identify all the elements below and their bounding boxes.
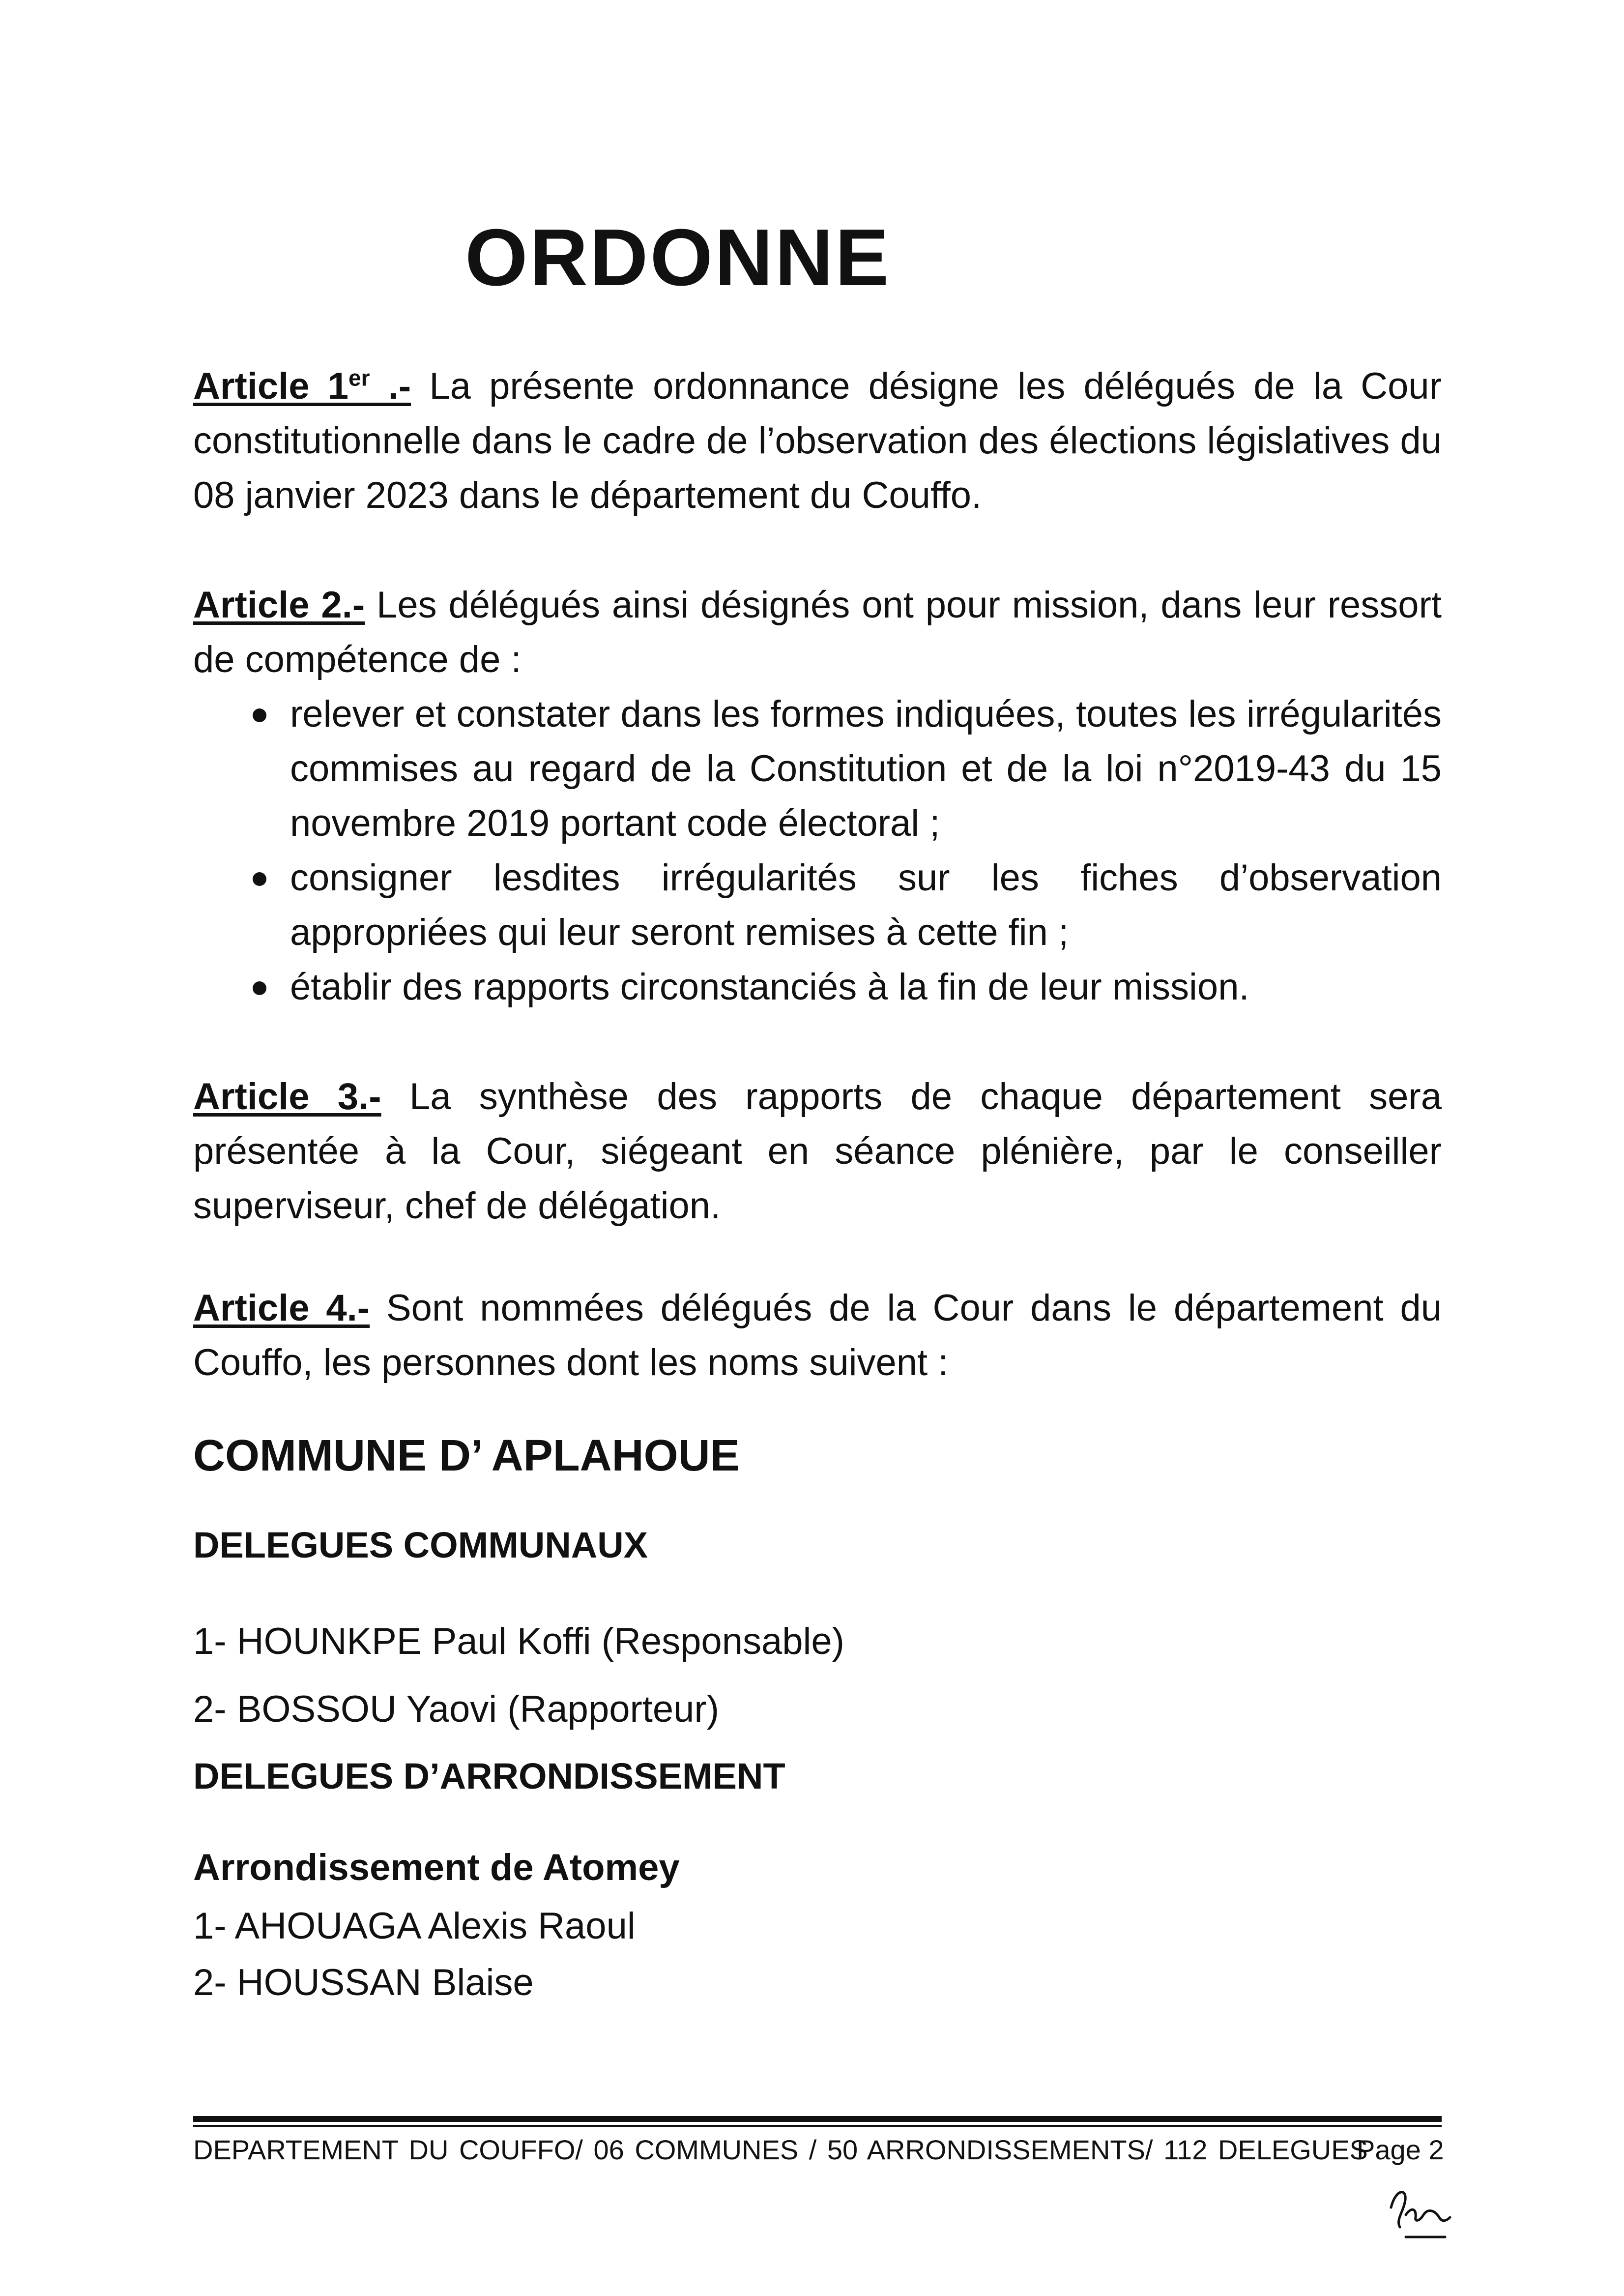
article-2-label: Article 2.-: [193, 584, 365, 626]
article-4: [193, 1281, 1442, 1390]
list-item: établir des rapports circonstanciés à la fin de leur mission.: [251, 960, 1442, 1014]
arrondissement-name: Arrondissement de Atomey: [193, 1847, 680, 1888]
signature-icon: [1381, 2173, 1455, 2247]
article-3-text: La synthèse des rapports de chaque département sera présentée à la Cour, siégeant en séance plénière, par le conseiller superviseur, chef de délégation.: [193, 1076, 1442, 1227]
communal-delegates-heading: DELEGUES COMMUNAUX: [193, 1525, 648, 1565]
article-1-label: Article 1er .-: [193, 365, 411, 407]
article-2-bullets: [251, 687, 1442, 1014]
list-item: 1- AHOUAGA Alexis Raoul: [193, 1905, 636, 1947]
list-item: 2- BOSSOU Yaovi (Rapporteur): [193, 1688, 720, 1730]
page-title: ORDONNE: [465, 212, 891, 302]
article-3-label: Article 3.-: [193, 1076, 381, 1118]
commune-title: COMMUNE D’ APLAHOUE: [193, 1431, 740, 1480]
arrondissement-delegates-list: [193, 1898, 636, 2011]
footer-text: DEPARTEMENT DU COUFFO/ 06 COMMUNES / 50 ARRONDISSEMENTS/ 112 DELEGUES: [193, 2134, 1368, 2165]
communal-delegates-list: [193, 1608, 844, 1743]
bullet-icon: [253, 981, 266, 995]
article-3: [193, 1069, 1442, 1233]
bullet-icon: [253, 708, 266, 722]
article-2: [193, 578, 1442, 687]
footer-divider-thin: [193, 2125, 1442, 2127]
article-1: [193, 359, 1442, 523]
footer-divider: [193, 2116, 1442, 2122]
article-2-text: Les délégués ainsi désignés ont pour mission, dans leur ressort de compétence de :: [193, 584, 1442, 680]
list-item: consigner lesdites irrégularités sur les fiches d’observation appropriées qui leur seront remises à cette fin ;: [251, 851, 1442, 960]
list-item: 2- HOUSSAN Blaise: [193, 1962, 534, 2003]
page-number: Page 2: [1357, 2134, 1444, 2165]
article-4-label: Article 4.-: [193, 1287, 370, 1329]
list-item: relever et constater dans les formes indiquées, toutes les irrégularités commises au regard de la Constitution et de la loi n°2019-43 du 15 novembre 2019 portant code électoral ;: [251, 687, 1442, 851]
arrondissement-delegates-heading: DELEGUES D’ARRONDISSEMENT: [193, 1756, 785, 1796]
list-item: 1- HOUNKPE Paul Koffi (Responsable): [193, 1620, 844, 1662]
article-1-text: La présente ordonnance désigne les délégués de la Cour constitutionnelle dans le cadre de l’observation des élections législatives du 08 janvier 2023 dans le département du Couffo.: [193, 365, 1442, 516]
bullet-icon: [253, 872, 266, 886]
article-4-text: Sont nommées délégués de la Cour dans le département du Couffo, les personnes dont les noms suivent :: [193, 1287, 1442, 1383]
